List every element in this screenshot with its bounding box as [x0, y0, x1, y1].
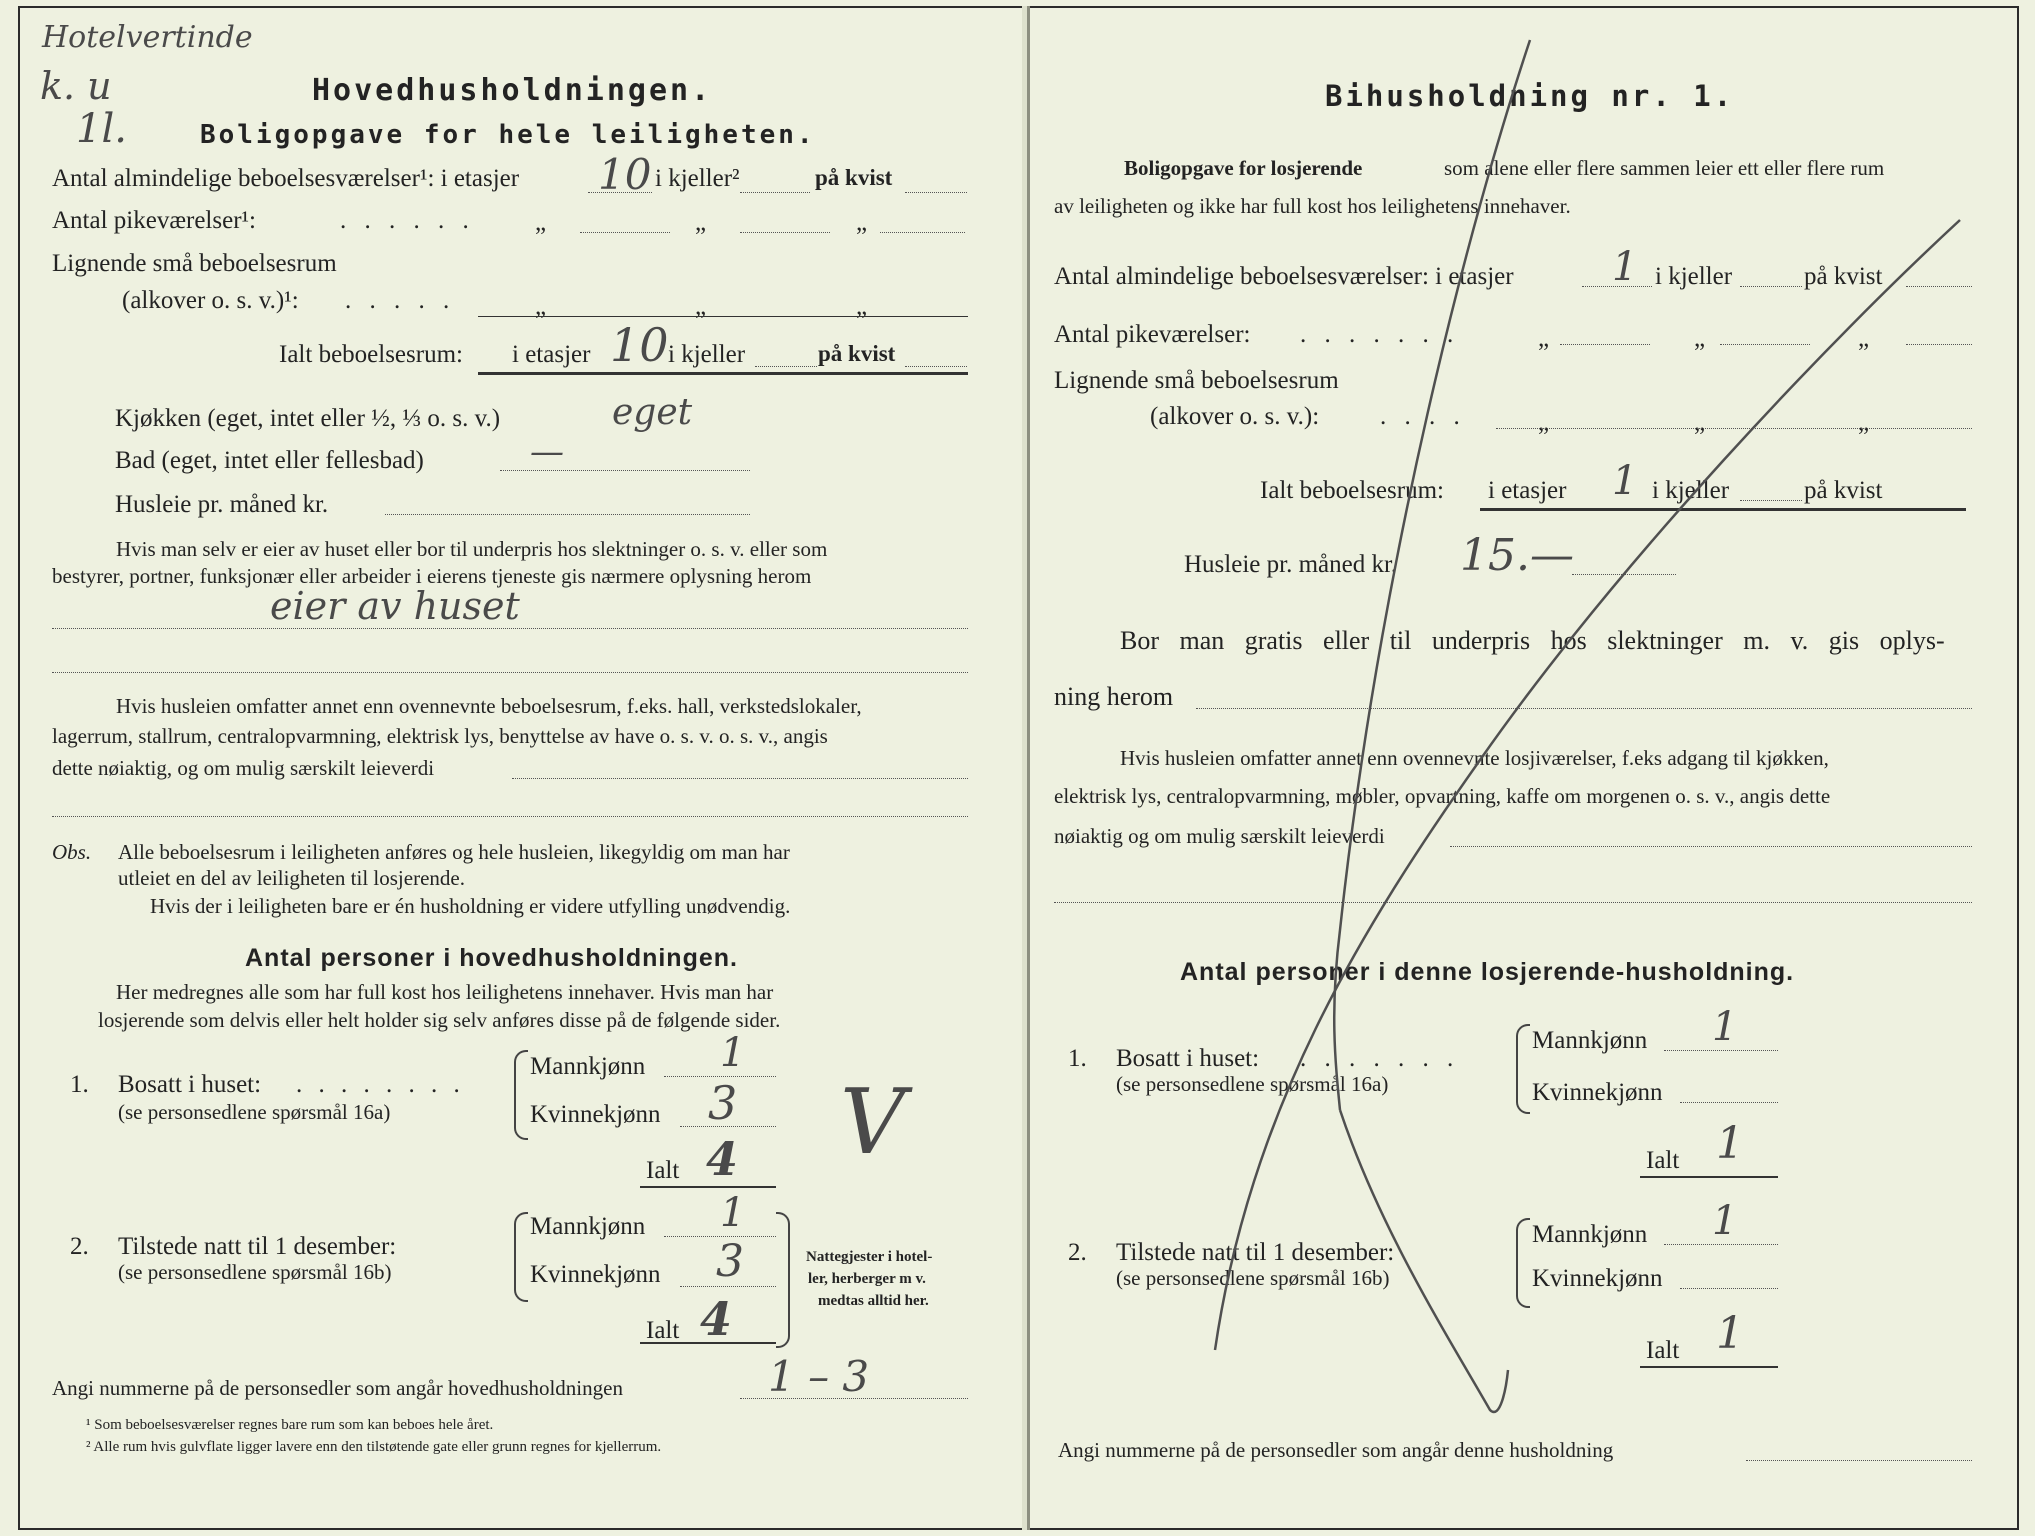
q1-total-value: 4: [706, 1132, 739, 1186]
q2-total-label: Ialt: [646, 1317, 680, 1344]
right-q2-subtext: (se personsedlene spørsmål 16b): [1116, 1266, 1390, 1290]
right-persons-title: Antal personer i denne losjerende-husholdning.: [1180, 958, 1795, 986]
obs-text-3: Hvis der i leiligheten bare er én husholdning er videre utfylling unødvendig.: [150, 894, 791, 918]
bath-label: Bad (eget, intet eller fellesbad): [115, 447, 424, 474]
right-q2-female-label: Kvinnekjønn: [1532, 1265, 1663, 1292]
small-rooms-label: Lignende små beboelsesrum: [52, 250, 337, 277]
ditto-mark: „: [695, 209, 707, 236]
ditto-mark: „: [1858, 325, 1870, 352]
footnote-1: ¹ Som beboelsesværelser regnes bare rum som kan beboes hele året.: [86, 1417, 494, 1433]
right-q1-subtext: (se personsedlene spørsmål 16a): [1116, 1072, 1389, 1096]
total-kvist-label: på kvist: [818, 341, 896, 366]
right-q2-total-label: Ialt: [1646, 1337, 1680, 1364]
right-total-kvist-label: på kvist: [1804, 477, 1883, 504]
right-intro-2: av leiligheten og ikke har full kost hos leilighetens innehaver.: [1054, 194, 1571, 218]
rooms-etasjer-value: 10: [598, 150, 652, 199]
owner-text-1: Hvis man selv er eier av huset eller bor til underpris hos slektninger o. s. v. eller som: [116, 537, 828, 561]
persons-text-2: losjerende som delvis eller helt holder sig selv anføres disse på de følgende sider.: [98, 1008, 781, 1032]
owner-value: eier av huset: [270, 584, 520, 628]
guests-note-3: medtas alltid her.: [818, 1293, 929, 1309]
right-rooms-label: Antal almindelige beboelsesværelser: i etasjer: [1054, 263, 1514, 290]
q1-subtext: (se personsedlene spørsmål 16a): [118, 1100, 391, 1124]
numbers-value: 1 – 3: [768, 1352, 870, 1401]
right-rooms-kjeller-label: i kjeller: [1655, 263, 1733, 290]
footnote-2: ² Alle rum hvis gulvflate ligger lavere enn den tilstøtende gate eller grunn regnes for kjellerrum.: [86, 1439, 662, 1455]
handwritten-note-line1: Hotelvertinde: [42, 20, 253, 55]
q2-number: 2.: [70, 1233, 89, 1260]
right-q1-dots: . . . . . . .: [1300, 1045, 1460, 1072]
right-title: Bihusholdning nr. 1.: [1325, 79, 1735, 113]
right-rooms-kvist-label: på kvist: [1804, 263, 1883, 290]
ditto-mark: „: [695, 293, 707, 320]
rent-text-3: dette nøiaktig, og om mulig særskilt leieverdi: [52, 756, 435, 780]
left-title: Hovedhusholdningen.: [312, 73, 713, 108]
rooms-kvist-label: på kvist: [815, 165, 893, 190]
right-rent-text-3: nøiaktig og om mulig særskilt leieverdi: [1054, 824, 1385, 848]
persons-text-1: Her medregnes alle som har full kost hos leilighetens innehaver. Hvis man har: [116, 980, 774, 1004]
right-total-label: Ialt beboelsesrum:: [1260, 477, 1444, 504]
obs-label: Obs.: [52, 840, 92, 864]
total-etasjer-value: 10: [610, 318, 669, 372]
guests-note-1: Nattegjester i hotel-: [806, 1249, 933, 1265]
maid-rooms-dots: . . . . . .: [340, 207, 475, 234]
ditto-mark: „: [1538, 409, 1550, 436]
right-q2-total-value: 1: [1716, 1308, 1744, 1359]
q1-label: Bosatt i huset:: [118, 1071, 262, 1098]
right-q1-female-label: Kvinnekjønn: [1532, 1079, 1663, 1106]
right-q2-male-label: Mannkjønn: [1532, 1221, 1648, 1248]
q2-female-label: Kvinnekjønn: [530, 1261, 661, 1288]
right-total-kjeller-label: i kjeller: [1652, 477, 1730, 504]
right-maid-dots: . . . . . . .: [1300, 321, 1460, 348]
handwritten-note-line3: 1l.: [76, 106, 127, 152]
rooms-label: Antal almindelige beboelsesværelser¹: i etasjer: [52, 165, 520, 192]
q1-dots: . . . . . . . .: [296, 1071, 465, 1098]
kitchen-label: Kjøkken (eget, intet eller ½, ⅓ o. s. v.): [115, 405, 501, 432]
right-rent-text-2: elektrisk lys, centralopvarmning, møbler, opvartning, kaffe om morgenen o. s. v., angis dette: [1054, 784, 1831, 808]
right-small-dots: . . . .: [1380, 403, 1466, 430]
q2-total-value: 4: [700, 1292, 733, 1346]
persons-title: Antal personer i hovedhusholdningen.: [245, 944, 738, 972]
ditto-mark: „: [1538, 325, 1550, 352]
rent-text-2: lagerrum, stallrum, centralopvarmning, elektrisk lys, benyttelse av have o. s. v. o. s. v., angis: [52, 724, 828, 748]
obs-text-1: Alle beboelsesrum i leiligheten anføres og hele husleien, likegyldig om man har: [118, 840, 790, 864]
ditto-mark: „: [535, 209, 547, 236]
right-q1-number: 1.: [1068, 1045, 1087, 1072]
bath-value: —: [530, 432, 564, 472]
right-q2-label: Tilstede natt til 1 desember:: [1116, 1239, 1395, 1266]
ditto-mark: „: [1858, 409, 1870, 436]
obs-text-2: utleiet en del av leiligheten til losjerende.: [118, 866, 465, 890]
right-intro-bold: Boligopgave for losjerende: [1124, 156, 1363, 180]
right-total-etasjer-value: 1: [1612, 458, 1638, 504]
q2-female-value: 3: [716, 1236, 744, 1287]
check-mark: V: [840, 1070, 905, 1175]
left-subtitle: Boligopgave for hele leiligheten.: [200, 120, 816, 150]
right-free-text-1: Bor man gratis eller til underpris hos slektninger m. v. gis oplys-: [1120, 626, 1945, 655]
right-small-rooms-label: Lignende små beboelsesrum: [1054, 367, 1339, 394]
small-rooms-dots: . . . . .: [345, 287, 456, 314]
rent-label: Husleie pr. måned kr.: [115, 491, 329, 518]
ditto-mark: „: [1694, 325, 1706, 352]
right-q1-male-label: Mannkjønn: [1532, 1027, 1648, 1054]
right-q1-total-value: 1: [1716, 1118, 1744, 1169]
total-kjeller-label: i kjeller: [668, 341, 746, 368]
q1-total-label: Ialt: [646, 1157, 680, 1184]
right-total-etasjer-label: i etasjer: [1488, 477, 1567, 504]
q1-male-label: Mannkjønn: [530, 1053, 646, 1080]
right-rent-label: Husleie pr. måned kr.: [1184, 551, 1398, 578]
right-rent-text-1: Hvis husleien omfatter annet enn ovennevnte losjiværelser, f.eks adgang til kjøkken,: [1120, 746, 1829, 770]
right-small-rooms-sub: (alkover o. s. v.):: [1150, 403, 1320, 430]
q1-male-value: 1: [720, 1030, 746, 1076]
q2-label: Tilstede natt til 1 desember:: [118, 1233, 397, 1260]
small-rooms-sub: (alkover o. s. v.)¹:: [122, 287, 299, 314]
right-q2-number: 2.: [1068, 1239, 1087, 1266]
maid-rooms-label: Antal pikeværelser¹:: [52, 207, 256, 234]
q2-male-label: Mannkjønn: [530, 1213, 646, 1240]
ditto-mark: „: [535, 293, 547, 320]
total-rooms-label: Ialt beboelsesrum:: [279, 341, 463, 368]
rent-text-1: Hvis husleien omfatter annet enn ovennevnte beboelsesrum, f.eks. hall, verkstedslokaler,: [116, 694, 862, 718]
rooms-kjeller-label: i kjeller²: [655, 165, 740, 192]
q1-female-value: 3: [708, 1076, 738, 1130]
kitchen-value: eget: [612, 392, 693, 433]
right-numbers-label: Angi nummerne på de personsedler som angår denne husholdning: [1058, 1438, 1614, 1462]
handwritten-note-line2: k. u: [40, 64, 112, 108]
right-intro-1: som alene eller flere sammen leier ett eller flere rum: [1444, 156, 1885, 180]
ditto-mark: „: [856, 209, 868, 236]
right-maid-rooms-label: Antal pikeværelser:: [1054, 321, 1251, 348]
numbers-label: Angi nummerne på de personsedler som angår hovedhusholdningen: [52, 1376, 623, 1400]
owner-text-2: bestyrer, portner, funksjonær eller arbeider i eierens tjeneste gis nærmere oplysning herom: [52, 564, 812, 588]
ditto-mark: „: [1694, 409, 1706, 436]
right-q1-label: Bosatt i huset:: [1116, 1045, 1260, 1072]
ditto-mark: „: [856, 293, 868, 320]
q2-subtext: (se personsedlene spørsmål 16b): [118, 1260, 392, 1284]
right-rent-value: 15.—: [1460, 530, 1574, 581]
right-rooms-etasjer-value: 1: [1612, 244, 1638, 290]
total-etasjer-label: i etasjer: [512, 341, 591, 368]
right-free-text-2: ning herom: [1054, 682, 1174, 711]
guests-note-2: ler, herberger m v.: [808, 1271, 926, 1287]
right-q2-male-value: 1: [1712, 1198, 1738, 1244]
right-q1-total-label: Ialt: [1646, 1147, 1680, 1174]
q2-male-value: 1: [720, 1190, 746, 1236]
right-q1-male-value: 1: [1712, 1004, 1738, 1050]
q1-number: 1.: [70, 1071, 89, 1098]
q1-female-label: Kvinnekjønn: [530, 1101, 661, 1128]
